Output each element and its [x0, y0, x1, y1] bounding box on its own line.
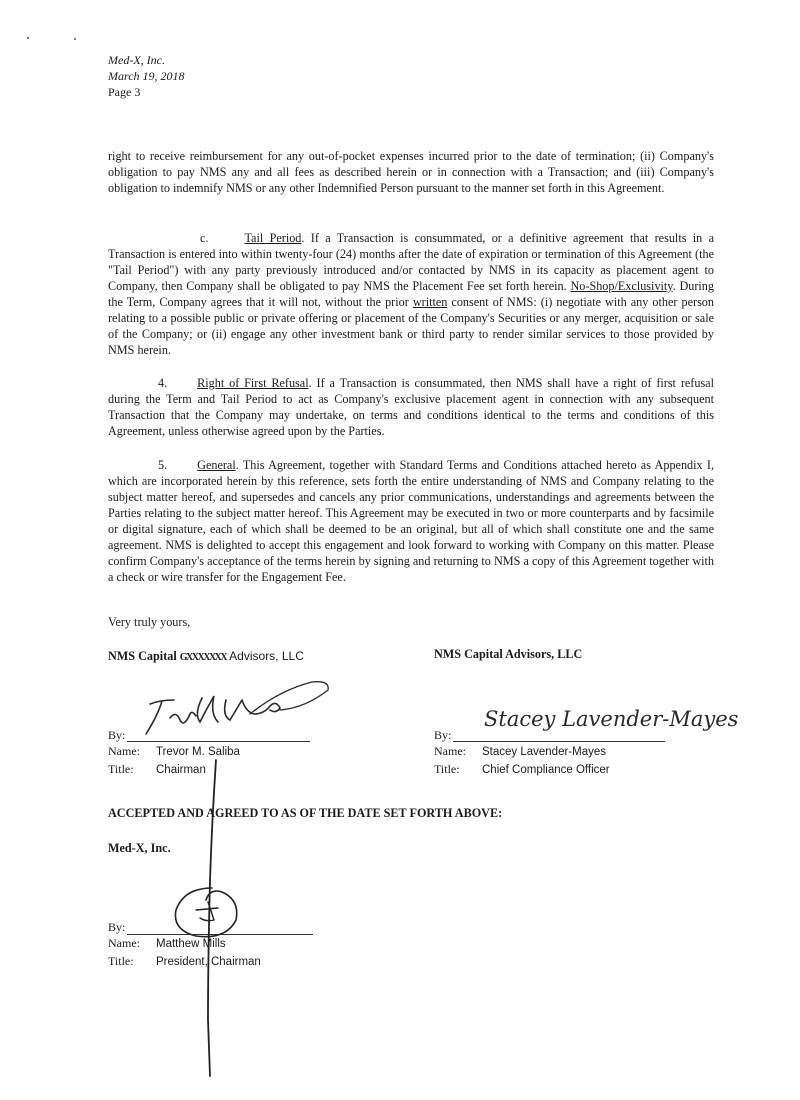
paragraph-text: . If a Transaction is consummated, then NMS shall have a right of first refusal during the Term and Tail Period to act as Company's exclusive placement agent in connection with any subsequent Transaction that the Company may undertake, on terms and conditions identical to the terms and conditions of this Agreement, unless otherwise agreed upon by the Parties.: [108, 376, 714, 438]
section-heading-first-refusal: Right of First Refusal: [197, 376, 309, 390]
left-signer-title: Chairman: [156, 764, 206, 776]
right-signature-line: [453, 741, 665, 742]
section-heading-general: General: [197, 458, 236, 472]
name-label: Name:: [108, 744, 140, 758]
title-label: Title:: [434, 762, 460, 776]
left-by-row: [108, 728, 125, 743]
left-name-row: [108, 744, 240, 759]
scan-speck: [27, 37, 29, 39]
paragraph-general: [108, 457, 714, 585]
section-heading-tail-period: Tail Period: [244, 231, 302, 245]
header-date: March 19, 2018: [108, 69, 185, 83]
matthew-mills-signature-drawing: [166, 760, 256, 1080]
accept-by-row: [108, 920, 125, 935]
title-label: Title:: [108, 762, 134, 776]
header-company: Med-X, Inc.: [108, 53, 165, 67]
by-label: By:: [108, 728, 126, 742]
accepting-company: Med-X, Inc.: [108, 841, 171, 855]
paragraph-text: . This Agreement, together with Standard Terms and Conditions attached hereto as Appendix I, which are incorporated herein by this reference, sets forth the entire understanding of NMS and Company relating to the subject matter hereof, and supersedes and cancels any prior communications, understandings and agreements between the Parties relating to the subject matter hereof. This Agreement may be executed in two or more counterparts and by facsimile or digital signature, each of which shall be deemed to be an original, but all of which shall constitute one and the same agreement. NMS is delighted to accept this engagement and look forward to working with Company on this matter. Please confirm Company's acceptance of the terms herein by signing and returning to NMS a copy of this Agreement together with a check or wire transfer for the Engagement Fee.: [108, 458, 714, 584]
section-number: 4.: [158, 376, 168, 390]
accept-signer-title: President, Chairman: [156, 956, 261, 968]
left-signature-line: [127, 741, 310, 742]
right-title-row: [434, 762, 610, 777]
firm-suffix: Advisors, LLC: [229, 649, 304, 663]
paragraph-text: right to receive reimbursement for any out-of-pocket expenses incurred prior to the date of termination; (ii) Company's obligation to pay NMS any and all fees as described herein or in connection with a Transaction; and (iii) Company's obligation to indemnify NMS or any other Indemnified Person pursuant to the manner set forth in this Agreement.: [108, 149, 714, 195]
emphasis-written: written: [412, 295, 448, 309]
section-heading-no-shop: No-Shop/Exclusivity: [570, 279, 673, 293]
name-label: Name:: [434, 744, 466, 758]
accept-signer-name: Matthew Mills: [156, 938, 226, 950]
right-signer-title: Chief Compliance Officer: [482, 764, 610, 776]
paragraph-text: . During the Term, Company agrees that it will not, without the prior: [108, 279, 714, 309]
title-label: Title:: [108, 954, 134, 968]
letter-header: [108, 52, 185, 100]
paragraph-text: consent of NMS: (i) negotiate with any other person relating to a possible public or private offering or placement of the Company's Securities or any merger, acquisition or sale of the Company; or (ii) engage any other investment bank or third party to render similar services to those provided by NMS herein.: [108, 295, 714, 357]
closing-salutation: Very truly yours,: [108, 615, 191, 629]
section-letter: c.: [200, 231, 209, 245]
paragraph-right-of-first-refusal: [108, 375, 714, 439]
left-firm-name: [108, 649, 304, 664]
header-page: Page 3: [108, 85, 141, 99]
trevor-signature-drawing: [130, 670, 370, 740]
stacey-signature: Stacey Lavender-Mayes: [484, 707, 739, 731]
firm-struck-text: GXXXXXXX: [179, 652, 227, 663]
right-firm-name: NMS Capital Advisors, LLC: [434, 647, 583, 661]
paragraph-text: . If a Transaction is consummated, or a definitive agreement that results in a Transaction is entered into within twenty-four (24) months after the date of expiration or termination of this Agreement (the "Tail Period") with any party previously introduced and/or contacted by NMS in its capacity as placement agent to Company, then Company shall be obligated to pay NMS the Placement Fee set forth herein.: [108, 231, 714, 293]
by-label: By:: [434, 728, 452, 742]
right-signer-name: Stacey Lavender-Mayes: [482, 746, 607, 758]
paragraph-termination-rights: [108, 148, 714, 196]
section-number: 5.: [158, 458, 168, 472]
firm-prefix: NMS Capital: [108, 649, 177, 663]
right-name-row: [434, 744, 606, 759]
scan-speck: [74, 38, 76, 40]
acceptance-heading: ACCEPTED AND AGREED TO AS OF THE DATE SET FORTH ABOVE:: [108, 806, 503, 820]
right-by-row: [434, 728, 451, 743]
left-signer-name: Trevor M. Saliba: [156, 746, 240, 758]
by-label: By:: [108, 920, 126, 934]
paragraph-tail-period: [108, 230, 714, 358]
name-label: Name:: [108, 936, 140, 950]
